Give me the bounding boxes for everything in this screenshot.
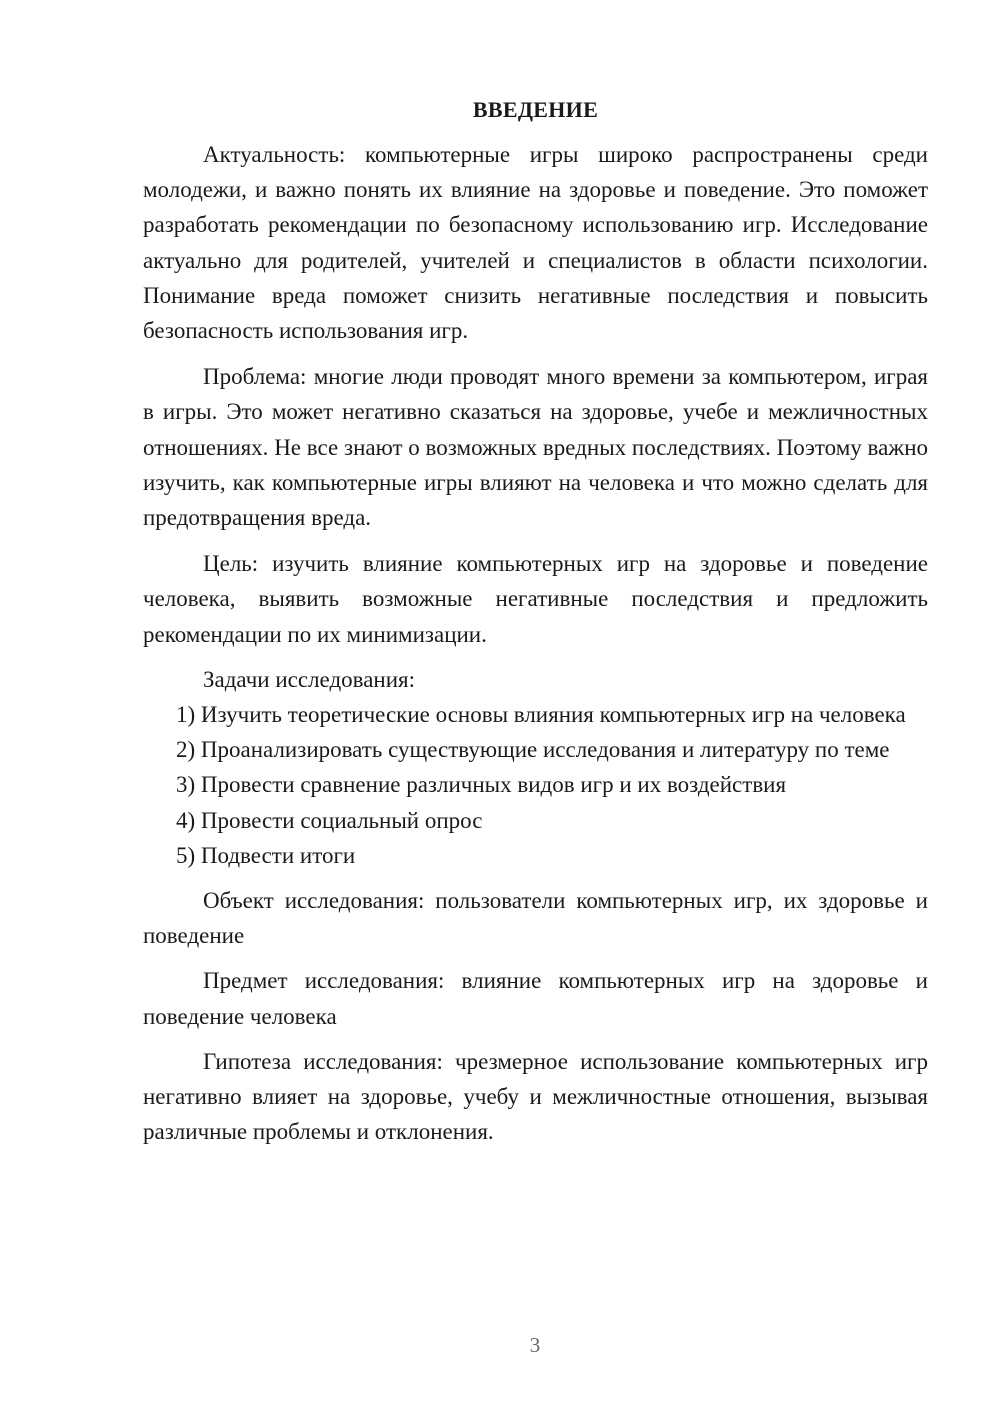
page-number: 3	[529, 1333, 541, 1357]
list-item: 1) Изучить теоретические основы влияния компьютерных игр на человека	[176, 702, 906, 728]
tasks-list	[143, 697, 928, 873]
paragraph-object: Объект исследования: пользователи компьютерных игр, их здоровье и поведение	[143, 888, 928, 949]
paragraph-goal: Цель: изучить влияние компьютерных игр на здоровье и поведение человека, выявить возможные негативные последствия и предложить рекомендации по их минимизации.	[143, 551, 928, 647]
page-title: ВВЕДЕНИЕ	[472, 97, 599, 122]
page-content	[143, 96, 928, 1149]
list-item: 4) Провести социальный опрос	[176, 807, 483, 833]
paragraph-hypothesis: Гипотеза исследования: чрезмерное использование компьютерных игр негативно влияет на здоровье, учебу и межличностные отношения, вызывая различные проблемы и отклонения.	[143, 1048, 928, 1145]
paragraph-relevance: Актуальность: компьютерные игры широко распространены среди молодежи, и важно понять их влияние на здоровье и поведение. Это поможет разработать рекомендации по безопасному использованию игр. Исследование актуально для родителей, учителей и специалистов в области психологии. Понимание вреда поможет снизить негативные последствия и повысить безопасность использования игр.	[143, 142, 928, 344]
paragraph-tasks-intro: Задачи исследования:	[203, 666, 416, 692]
paragraph-problem: Проблема: многие люди проводят много времени за компьютером, играя в игры. Это может негативно сказаться на здоровье, учебе и межличностных отношениях. Не все знают о возможных вредных последствиях. Поэтому важно изучить, как компьютерные игры влияют на человека и что можно сделать для предотвращения вреда.	[143, 364, 928, 531]
list-item: 3) Провести сравнение различных видов игр и их воздействия	[176, 772, 787, 798]
list-item: 5) Подвести итоги	[176, 842, 356, 868]
list-item: 2) Проанализировать существующие исследования и литературу по теме	[176, 737, 890, 763]
paragraph-subject: Предмет исследования: влияние компьютерных игр на здоровье и поведение человека	[143, 968, 928, 1029]
